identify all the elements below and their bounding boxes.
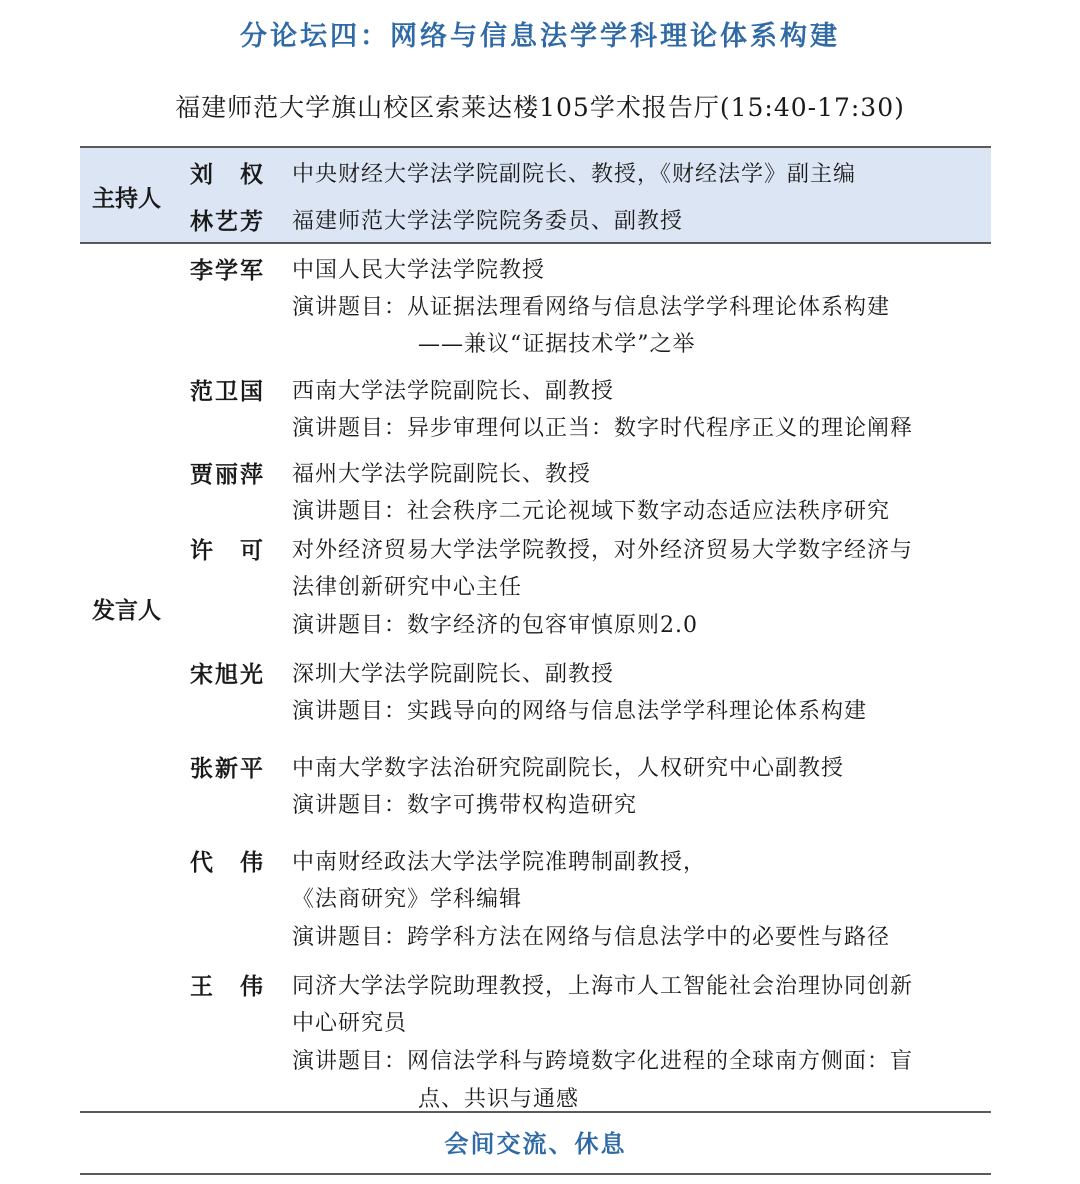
- speaker-affiliation: 西南大学法学院副院长、副教授: [292, 379, 615, 404]
- host-desc: 福建师范大学法学院院务委员、副教授: [292, 209, 684, 234]
- speaker-name: 许 可: [190, 538, 265, 564]
- speaker-affiliation: 对外经济贸易大学法学院教授，对外经济贸易大学数字经济与: [292, 538, 914, 563]
- speaker-talk-title: 点、共识与通感: [418, 1087, 580, 1112]
- forum-title: 分论坛四：网络与信息法学学科理论体系构建: [240, 21, 840, 52]
- speaker-talk-title: 演讲题目：跨学科方法在网络与信息法学中的必要性与路径: [292, 925, 891, 950]
- speaker-name: 李学军: [190, 258, 265, 284]
- speaker-talk-title: 演讲题目：从证据法理看网络与信息法学学科理论体系构建: [292, 295, 891, 320]
- speaker-affiliation: 中心研究员: [292, 1011, 408, 1036]
- speaker-affiliation: 中南大学数字法治研究院副院长，人权研究中心副教授: [292, 756, 845, 781]
- speaker-affiliation: 《法商研究》学科编辑: [292, 887, 523, 912]
- speaker-affiliation: 中南财经政法大学法学院准聘制副教授，: [292, 850, 707, 875]
- speaker-role-label: 发言人: [92, 598, 161, 624]
- divider-host-bottom: [80, 242, 991, 244]
- speaker-affiliation: 深圳大学法学院副院长、副教授: [292, 662, 615, 687]
- speaker-talk-title: 演讲题目：数字可携带权构造研究: [292, 793, 638, 818]
- speaker-talk-title: 演讲题目：实践导向的网络与信息法学学科理论体系构建: [292, 699, 868, 724]
- speaker-talk-title: 演讲题目：异步审理何以正当：数字时代程序正义的理论阐释: [292, 416, 914, 441]
- speaker-talk-title: 演讲题目：网信法学科与跨境数字化进程的全球南方侧面：盲: [292, 1049, 914, 1074]
- divider-speakers-bottom: [80, 1111, 991, 1113]
- host-name: 刘 权: [190, 162, 265, 188]
- divider-bottom: [80, 1173, 991, 1175]
- speaker-affiliation: 法律创新研究中心主任: [292, 575, 523, 600]
- speaker-affiliation: 中国人民大学法学院教授: [292, 258, 546, 283]
- venue-time: 福建师范大学旗山校区索莱达楼105学术报告厅(15:40-17:30): [175, 93, 905, 122]
- speaker-affiliation: 福州大学法学院副院长、教授: [292, 462, 592, 487]
- speaker-name: 代 伟: [190, 850, 265, 876]
- speaker-name: 张新平: [190, 756, 265, 782]
- host-role-label: 主持人: [92, 186, 161, 212]
- speaker-name: 王 伟: [190, 974, 265, 1000]
- speaker-talk-title: 演讲题目：社会秩序二元论视域下数字动态适应法秩序研究: [292, 499, 891, 524]
- divider-top: [80, 146, 991, 148]
- speaker-talk-title: 演讲题目：数字经济的包容审慎原则2.0: [292, 613, 698, 638]
- speaker-name: 范卫国: [190, 379, 265, 405]
- speaker-talk-subtitle: ——兼议“证据技术学”之举: [418, 332, 696, 357]
- speaker-affiliation: 同济大学法学院助理教授，上海市人工智能社会治理协同创新: [292, 974, 914, 999]
- break-label: 会间交流、休息: [444, 1130, 627, 1158]
- host-name: 林艺芳: [190, 209, 265, 235]
- speaker-name: 贾丽萍: [190, 462, 265, 488]
- speaker-name: 宋旭光: [190, 662, 265, 688]
- host-desc: 中央财经大学法学院副院长、教授，《财经法学》副主编: [292, 162, 857, 187]
